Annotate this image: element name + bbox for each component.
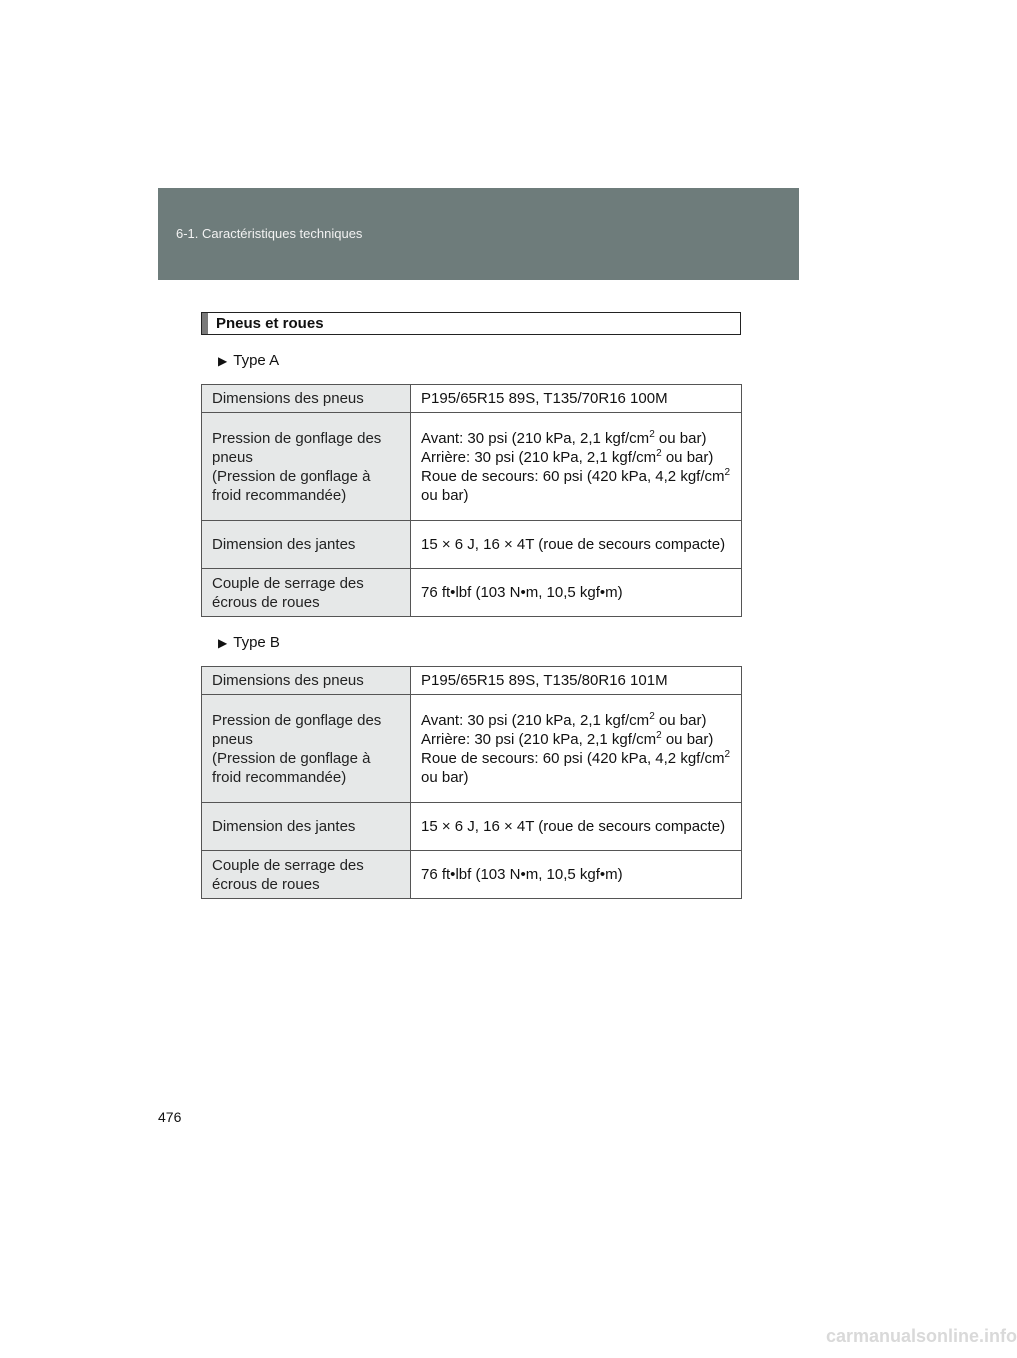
row-label: Dimensions des pneus (202, 667, 411, 695)
table-row (202, 385, 742, 413)
row-label: Dimension des jantes (202, 803, 411, 851)
section-breadcrumb: 6-1. Caractéristiques techniques (176, 226, 363, 241)
table-row (202, 851, 742, 899)
section-heading (201, 312, 741, 335)
type-a-label (218, 352, 279, 369)
section-title: Pneus et roues (216, 315, 324, 332)
row-value: 76 ft•lbf (103 N•m, 10,5 kgf•m) (411, 851, 742, 899)
table-row (202, 667, 742, 695)
watermark-text: carmanualsonline.info (826, 1326, 1017, 1346)
pressure-rear: Arrière: 30 psi (210 kPa, 2,1 kgf/$cm^2$ ou bar) (421, 447, 714, 466)
row-label: Couple de serrage des écrous de roues (202, 569, 411, 617)
row-label: Dimension des jantes (202, 521, 411, 569)
row-value: 15 × 6 J, 16 × 4T (roue de secours compacte) (411, 521, 742, 569)
table-row (202, 569, 742, 617)
triangle-right-icon: ▶ (218, 636, 228, 650)
chapter-header (158, 188, 799, 280)
type-b-text: Type B (233, 634, 280, 651)
type-a-text: Type A (233, 352, 280, 369)
label-line: (Pression de gonflage à froid recommandée) (212, 467, 371, 504)
pressure-spare: Roue de secours: 60 psi (420 kPa, 4,2 kgf/$cm^2$ ou bar) (421, 466, 731, 504)
triangle-right-icon: ▶ (218, 354, 228, 368)
spec-table-type-b (201, 666, 742, 899)
row-label (202, 413, 411, 521)
spec-table-type-a (201, 384, 742, 617)
row-label (202, 695, 411, 803)
pressure-rear: Arrière: 30 psi (210 kPa, 2,1 kgf/$cm^2$ ou bar) (421, 729, 714, 748)
table-row (202, 413, 742, 521)
label-line: (Pression de gonflage à froid recommandée) (212, 749, 371, 786)
row-value (411, 695, 742, 803)
row-label: Dimensions des pneus (202, 385, 411, 413)
pressure-spare: Roue de secours: 60 psi (420 kPa, 4,2 kgf/$cm^2$ ou bar) (421, 748, 731, 786)
page-number: 476 (158, 1109, 182, 1125)
pressure-front: Avant: 30 psi (210 kPa, 2,1 kgf/$cm^2$ ou bar) (421, 710, 707, 729)
row-label: Couple de serrage des écrous de roues (202, 851, 411, 899)
watermark (0, 1318, 1017, 1358)
row-value: 15 × 6 J, 16 × 4T (roue de secours compacte) (411, 803, 742, 851)
table-row (202, 803, 742, 851)
type-b-label (218, 634, 280, 651)
row-value: P195/65R15 89S, T135/80R16 101M (411, 667, 742, 695)
table-row (202, 695, 742, 803)
pressure-front: Avant: 30 psi (210 kPa, 2,1 kgf/$cm^2$ ou bar) (421, 428, 707, 447)
label-line: Pression de gonflage des pneus (212, 711, 382, 748)
label-line: Pression de gonflage des pneus (212, 429, 382, 466)
row-value: P195/65R15 89S, T135/70R16 100M (411, 385, 742, 413)
row-value: 76 ft•lbf (103 N•m, 10,5 kgf•m) (411, 569, 742, 617)
row-value (411, 413, 742, 521)
heading-marker (202, 313, 208, 334)
table-row (202, 521, 742, 569)
